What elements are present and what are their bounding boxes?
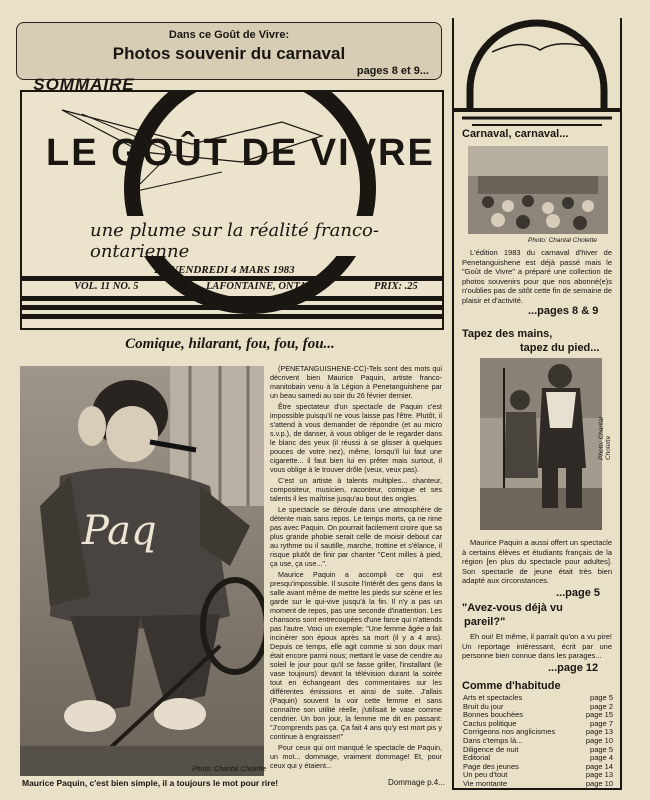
banner-kicker: Dans ce Goût de Vivre: [168, 29, 290, 41]
toc-list [463, 694, 613, 789]
article-paragraph: Être spectateur d'un spectacle de Paquin c'est impossible puisqu'il ne vous laisse pas l'être. Plutôt, il s'attend à vous demander de répondre (et au micro s.v.p.), de danser, à vous obliger de le regarder dans le blanc des yeux (il réussi à se glisser à quelques pouces de votre nez), même, lorsqu'il lui faut une cigarette... il faut bien lui en prêter mais surtout, il vous oblige à le trouver drôle (veux, veux pas). [270, 402, 442, 474]
masthead-rule-1 [22, 296, 442, 301]
s2-heading-line2: tapez du pied... [520, 342, 600, 354]
sommaire-arch-graphic [452, 10, 622, 128]
article-headline: Comique, hilarant, fou, fou, fou... [125, 336, 335, 352]
toc-page: page 2 [590, 701, 613, 711]
banner-title: Photos souvenir du carnaval [112, 44, 346, 63]
article-continued: Dommage p.4... [388, 778, 445, 787]
photo-caption: Maurice Paquin, c'est bien simple, il a toujours le mot pour rire! [22, 778, 279, 788]
carnaval-photo-graphic [468, 146, 608, 234]
s1-pages: ...pages 8 & 9 [528, 305, 599, 317]
toc-label: Corrigeons nos anglicismes [463, 727, 556, 737]
performer-photo-graphic [20, 366, 267, 776]
s2-photo-credit: Photo: Chantal Cholette [598, 416, 612, 460]
toc-label: Vie montante [463, 778, 508, 788]
toc-label: Page des jeunes [463, 761, 519, 771]
s1-body: L'édition 1983 du carnaval d'hiver de Penetanguishene est déjà passé mais le "Goût de Vivre" a préparé une collection de photos souvenirs pour que nos abonné(e)s n'oublies pas de sitôt cette fin de semaine de plaisir et d'activité. [462, 248, 612, 305]
toc-page: page 15 [585, 710, 613, 720]
toc-label: Bonnes bouchées [463, 710, 524, 720]
article-paragraph: (PENETANGUISHENE-CC)-Tels sont des mots qui décrivent bien Maurice Paquin, artiste franco-manitobain venu à la Légion à Penetanguishene par un beau samedi au soir du 26 février dernier. [270, 364, 442, 400]
carnaval-photo [468, 146, 608, 234]
toc-heading: Comme d'habitude [462, 680, 561, 692]
top-banner [16, 22, 442, 80]
masthead-title: LE GOÛT DE VIVRE [46, 132, 435, 174]
s3-heading-line1: "Avez-vous déjà vu [462, 602, 563, 614]
toc-page: page 7 [590, 718, 613, 728]
toc-label: Dans c'temps là... [463, 735, 523, 745]
toc-page: page 10 [585, 778, 613, 788]
article-paragraph: Pour ceux qui ont manqué le spectacle de Paquin, un mot... dommage, vraiment dommage! Et, pour ceux qui y étaient... [270, 743, 442, 769]
toc-page: page 10 [585, 735, 613, 745]
photo-credit: Photo: Chantal Cholette [192, 766, 267, 773]
s2-pages: ...page 5 [556, 587, 601, 599]
article-paragraph: Le spectacle se déroule dans une atmosphère de détente mais sans repos. Le temps morts, ça ne rime pas avec Paquin. On pourrait facilement croire que sa plus grande phobie serait celle de moisir debout car au rythme ou il sautille, marche, trottine et s'élance, il risque plutôt de finir par chanter "Cent milles à pied, ça use, ça use...". [270, 505, 442, 568]
sommaire-title: SOMMAIRE [33, 75, 135, 94]
toc-label: Un peu d'tout [463, 770, 508, 780]
banner-pages: pages 8 et 9... [356, 65, 429, 77]
masthead-logo-graphic [22, 92, 442, 328]
toc-page: page 14 [585, 761, 613, 771]
toc-page: page 5 [590, 744, 613, 754]
masthead-volume: VOL. 11 NO. 5 [74, 281, 139, 292]
s1-heading: Carnaval, carnaval... [462, 128, 569, 140]
toc-label: Editorial [463, 753, 491, 763]
toc-label: Bruit du jour [463, 701, 504, 711]
article-paragraph: Maurice Paquin a accompli ce qui est presqu'impossible. Il suscite l'intérêt des gens dans la salle avant même de mettre les pieds sur scène et les garde sur le qui-vive jusqu'à la fin. Il n'y a pas un moment de repos, pas une seconde d'inattention. Les chansons sont entrecoupées d'une farce qui n'attends pas l'autre. Voici un exemple: "Une femme âgée a fait incinérer son époux après sa mort (il y a 4 ans). Depuis ce temps, elle agit comme si son doux mari était encore parmi nous; mettant le vase de cendre au soleil le jour pour qu'il se fasse griller, l'installant (le vase toujours) devant la télévision durant la soirée tout en échangeant des commentaires sur les différentes émissions et ainsi de suite. J'allais (Paquin) souvent la voir cette femme et sans connaître son utilité réelle, j'utilisait le vase comme cendrier. Un bon jour, la femme me dit en passant: "J'comprends pas ça. Ça fait 4 ans qu'y est mort pis y continue à engraisser!" [270, 570, 442, 741]
article-body [270, 364, 442, 769]
toc-page: page 13 [585, 770, 613, 780]
shirt-lettering: Paq [82, 508, 157, 554]
masthead-price: PRIX: .25 [374, 281, 418, 292]
s3-body: Eh oui! Et même, il parraît qu'on a vu pire! Un reportage intéressant, écrit par une personne bien connue dans les parages... [462, 632, 612, 660]
masthead-rule-2 [22, 305, 442, 310]
jeunes-photo-graphic [480, 358, 602, 530]
main-photo [20, 366, 267, 776]
toc-page: page 4 [590, 753, 613, 763]
s3-heading-line2: pareil?" [464, 616, 506, 628]
toc-label: Diligence de nuit [463, 744, 519, 754]
toc-page: page 13 [585, 727, 613, 737]
masthead [20, 90, 444, 330]
s2-body: Maurice Paquin a aussi offert un spectacle à certains élèves et étudiants français de la région [en plus du spectacle pour adultes]. Son spectacle de jeune était très bien adapté aux circonstances. [462, 538, 612, 585]
masthead-location: LAFONTAINE, ONTARIO [206, 281, 326, 292]
masthead-rule-3 [22, 314, 442, 319]
masthead-subtitle: une plume sur la réalité franco-ontarienne [90, 220, 379, 262]
jeunes-photo [480, 358, 602, 530]
s3-pages: ...page 12 [548, 662, 599, 674]
s2-heading-line1: Tapez des mains, [462, 328, 553, 340]
masthead-date: LE VENDREDI 4 MARS 1983 [154, 264, 295, 276]
toc-item[interactable] [463, 780, 613, 789]
toc-label: Arts et spectacles [463, 693, 523, 702]
toc-label: Cactus politique [463, 718, 517, 728]
s1-photo-credit: Photo: Chantal Cholette [528, 237, 598, 244]
article-paragraph: C'est un artiste à talents multiples... chanteur, compositeur, musicien, raconteur, comique et ses talents il les maîtrise jusqu'au bout des ongles. [270, 476, 442, 503]
toc-page: page 5 [590, 693, 613, 702]
